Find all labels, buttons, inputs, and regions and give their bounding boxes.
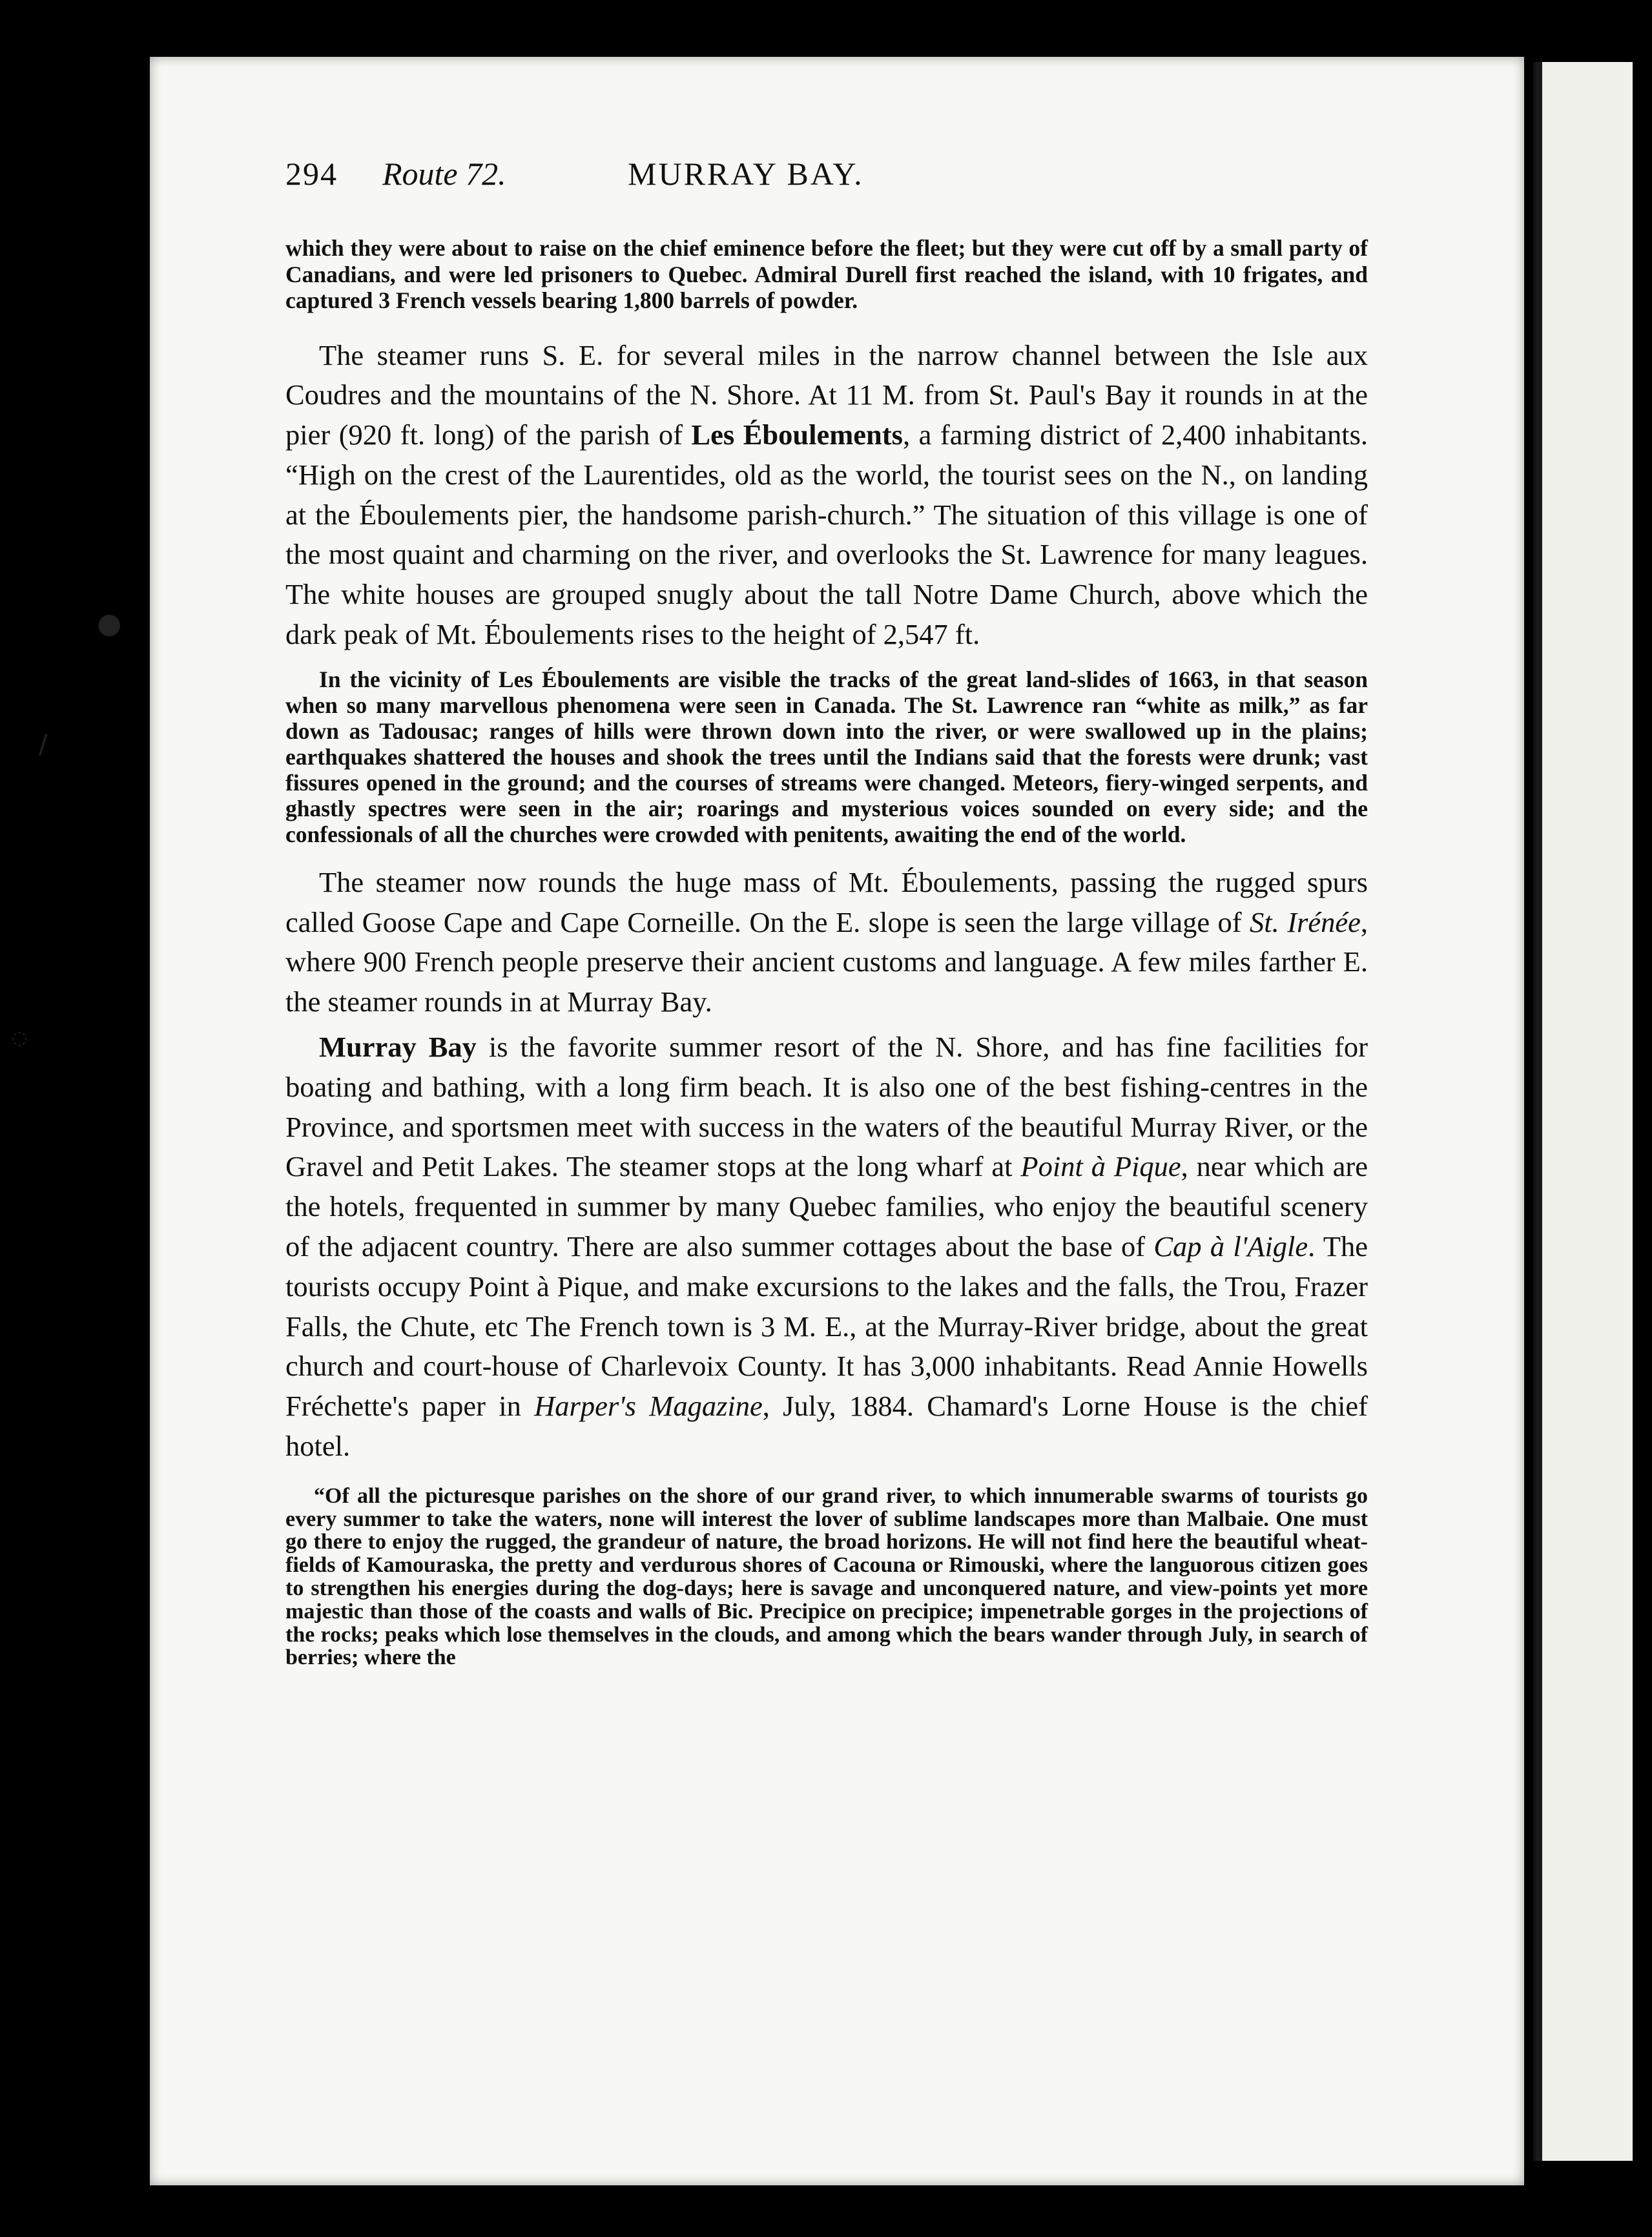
- para3-text-c: . The tourists occupy Point à Pique, and make excursions to the lakes and the falls, the Trou, Frazer Falls, the Chute, etc The French town is 3 M. E., at the Murray-River bridge, about the great church and court-house of Charlevoix County. It has 3,000 inhabitants. Read Annie Howells Fréchette's paper in: [285, 1230, 1368, 1423]
- quote-malbaie: “Of all the picturesque parishes on the shore of our grand river, to which innumerable swarms of tourists go every summer to take the waters, none will interest the lover of sublime landscapes more than Malbaie. One must go there to enjoy the rugged, the grandeur of nature, the broad horizons. He will not find here the beautiful wheat-fields of Kamouraska, the pretty and verdurous shores of Cacouna or Rimouski, where the languorous citizen goes to strengthen his energies during the dog-days; here is savage and unconquered nature, and view-points yet more majestic than those of the coasts and walls of Bic. Precipice on precipice; impenetrable gorges in the projections of the rocks; peaks which lose themselves in the clouds, and among which the bears wander through July, in search of berries; where the: [285, 1483, 1368, 1670]
- paragraph-les-eboulements: [285, 336, 1368, 655]
- route-label: Route 72.: [382, 156, 506, 192]
- para3-bold-title: Murray Bay: [319, 1031, 477, 1064]
- para3-italic-point: Point à Pique: [1020, 1150, 1181, 1183]
- para1-bold-place: Les Éboulements: [691, 418, 903, 451]
- page-number: 294: [285, 156, 338, 192]
- margin-tick-icon: /: [39, 730, 48, 759]
- para3-text-d: , July, 1884. Chamard's Lorne House is the chief hotel.: [285, 1390, 1368, 1463]
- para1-text-a: The steamer runs S. E. for several miles in the narrow channel between the Isle aux Coudres and the mountains of the N. Shore. At 11 M. from St. Paul's Bay it rounds in at the pier (920 ft. long) of the parish of: [285, 338, 1368, 451]
- para2-italic-place: St. Irénée: [1250, 905, 1361, 938]
- para3-italic-magazine: Harper's Magazine: [534, 1390, 763, 1423]
- page-text: [285, 155, 1368, 1669]
- paragraph-murray-bay: [285, 1027, 1368, 1467]
- para2-text-a: The steamer now rounds the huge mass of Mt. Éboulements, passing the rugged spurs called Goose Cape and Cape Corneille. On the E. slope is seen the large village of: [285, 865, 1368, 938]
- note-landslides: In the vicinity of Les Éboulements are visible the tracks of the great land-slides of 1663, in that season when so many marvellous phenomena were seen in Canada. The St. Lawrence ran “white as milk,” as far down as Tadousac; ranges of hills were thrown down into the river, or were swallowed up in the plains; earthquakes shattered the houses and shook the trees until the Indians said that the forests were drunk; vast fissures opened in the ground; and the courses of streams were changed. Meteors, fiery-winged serpents, and ghastly spectres were seen in the air; roarings and mysterious voices sounded on every side; and the confessionals of all the churches were crowded with penitents, awaiting the end of the world.: [285, 666, 1368, 847]
- paragraph-mt-eboulements: [285, 863, 1368, 1022]
- page-title: MURRAY BAY.: [628, 156, 864, 192]
- para3-text-a: is the favorite summer resort of the N. Shore, and has fine facilities for boating and bathing, with a long firm beach. It is also one of the best fishing-centres in the Province, and sportsmen meet with success in the waters of the beautiful Murray River, or the Gravel and Petit Lakes. The steamer stops at the long wharf at: [285, 1031, 1368, 1183]
- para3-text-b: , near which are the hotels, frequented in summer by many Quebec families, who enjoy the beautiful scenery of the adjacent country. There are also summer cottages about the base of: [285, 1150, 1368, 1263]
- opening-note: which they were about to raise on the chief eminence before the fleet; but they were cut off by a small party of Canadians, and were led prisoners to Quebec. Admiral Durell first reached the island, with 10 frigates, and captured 3 French vessels bearing 1,800 barrels of powder.: [285, 235, 1368, 313]
- margin-mark-icon: ●: [97, 607, 122, 640]
- margin-dot-icon: ◌: [12, 1027, 28, 1048]
- para3-italic-cap: Cap à l'Aigle: [1153, 1230, 1308, 1263]
- adjacent-page-edge: [1536, 62, 1633, 2161]
- para2-text-b: , where 900 French people preserve their ancient customs and language. A few miles farther E. the steamer rounds in at Murray Bay.: [285, 905, 1368, 1018]
- para1-text-b: , a farming district of 2,400 inhabitants. “High on the crest of the Laurentides, old as the world, the tourist sees on the N., on landing at the Éboulements pier, the handsome parish-church.” The situation of this village is one of the most quaint and charming on the river, and overlooks the St. Lawrence for many leagues. The white houses are grouped snugly about the tall Notre Dame Church, above which the dark peak of Mt. Éboulements rises to the height of 2,547 ft.: [285, 418, 1368, 651]
- running-head: [285, 155, 1368, 213]
